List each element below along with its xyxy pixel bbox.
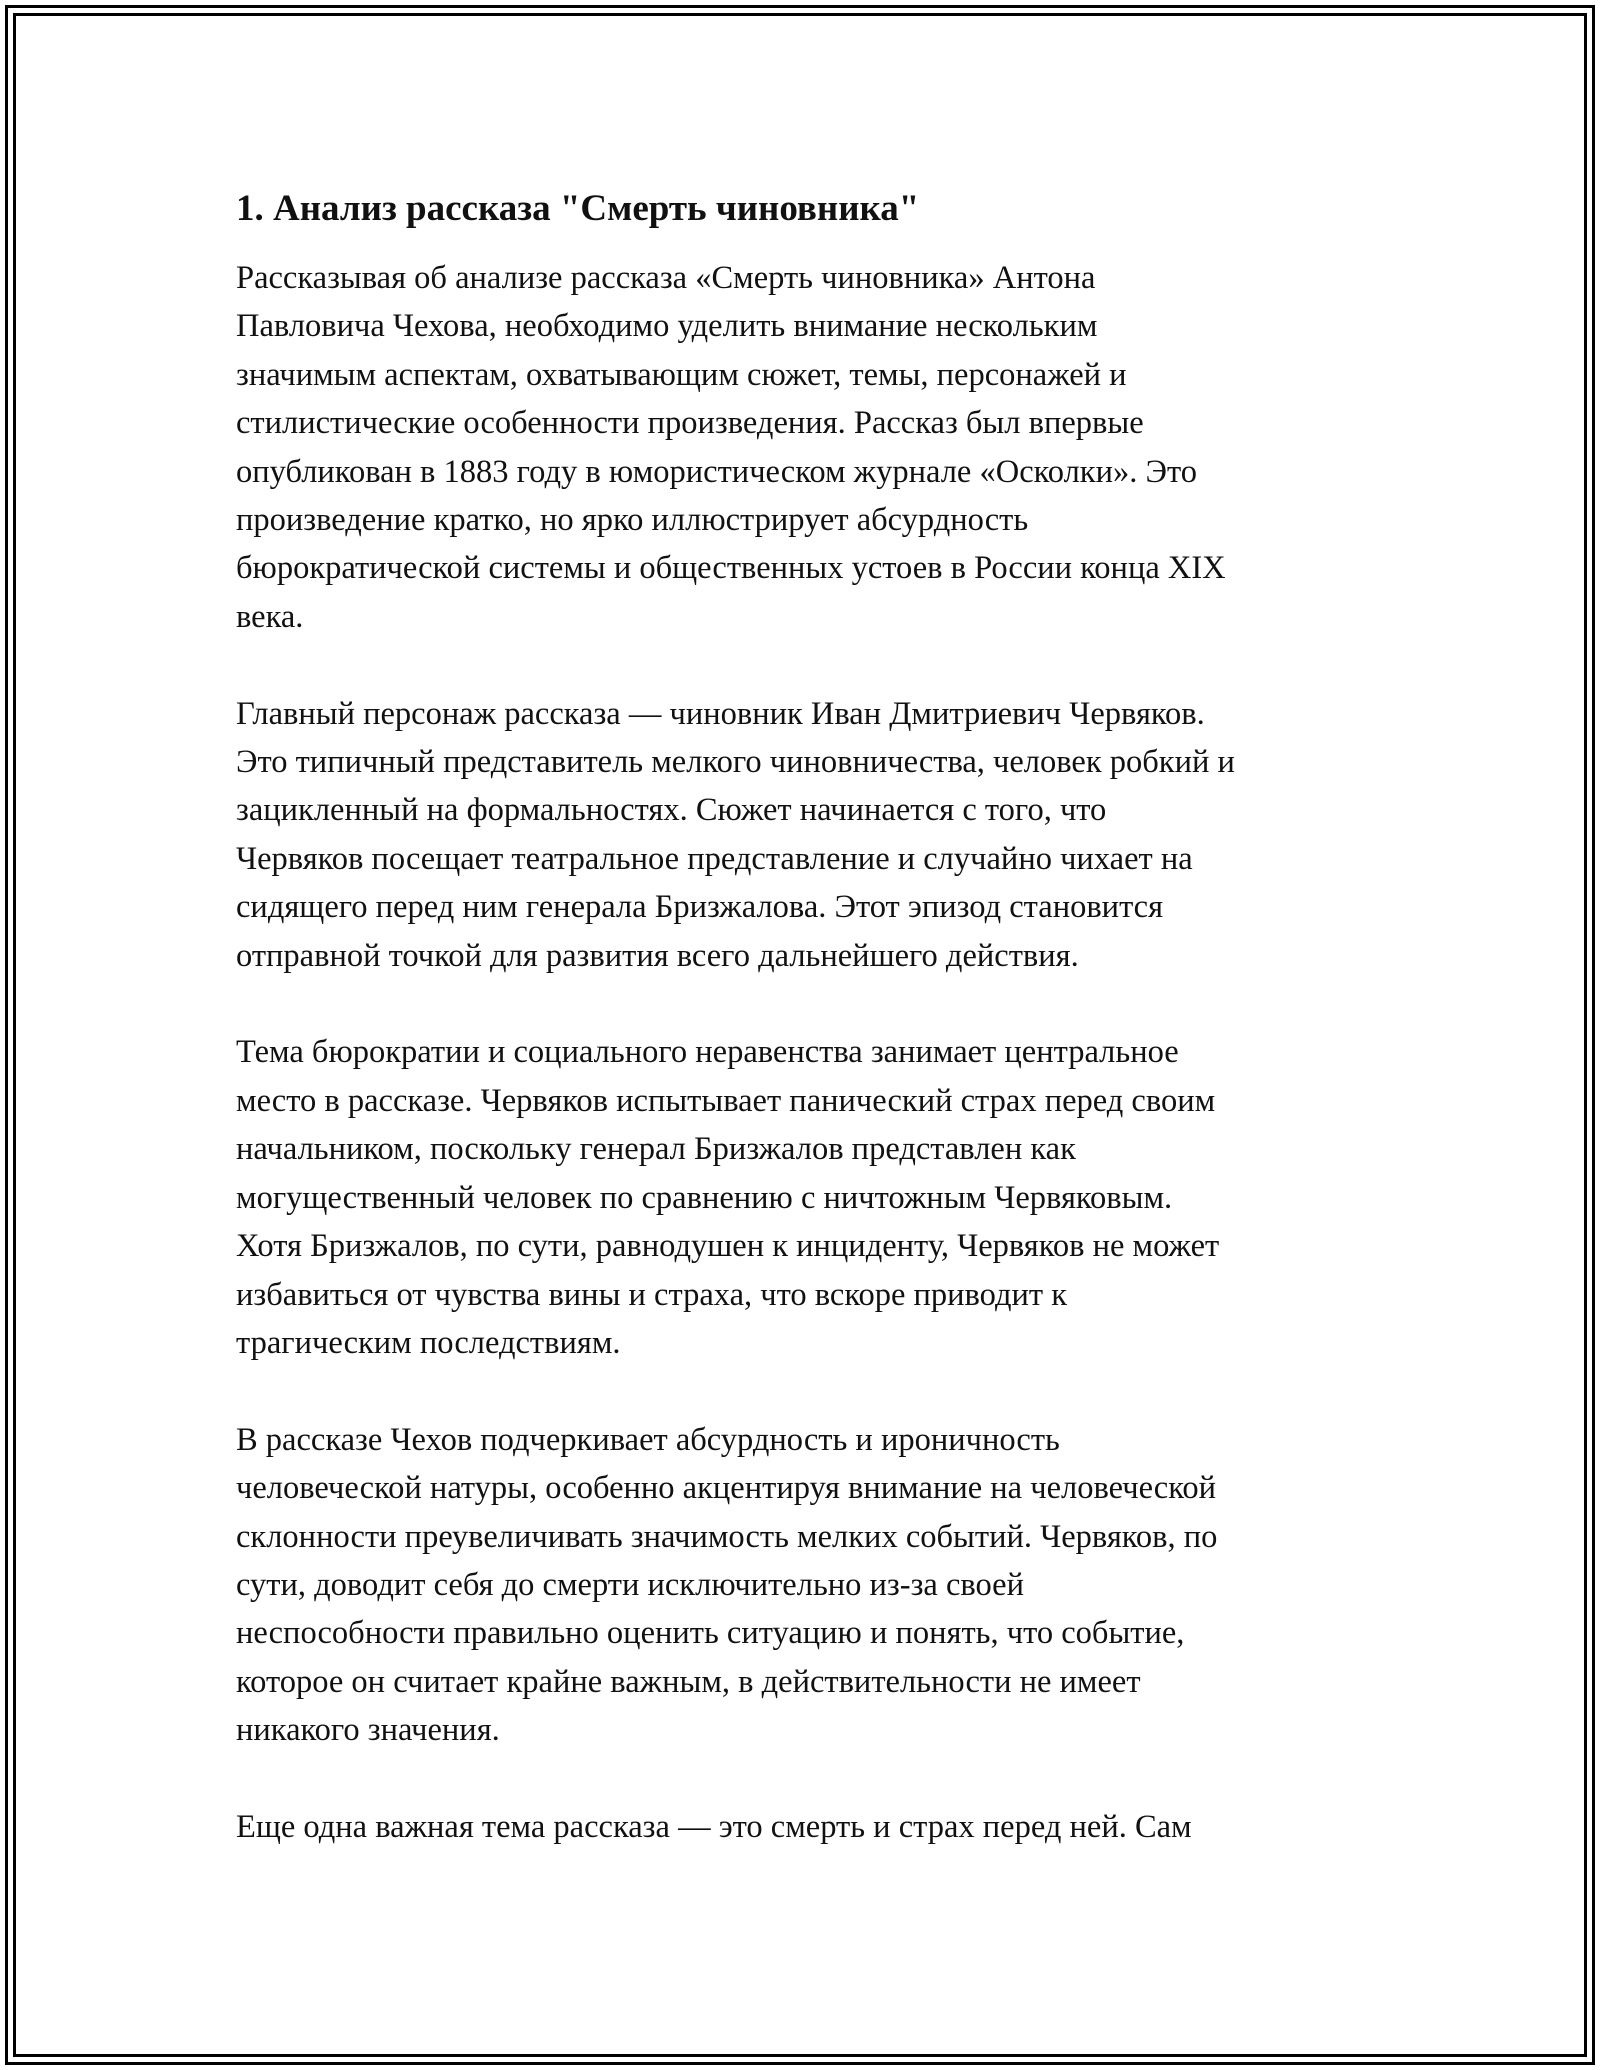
text-line: В рассказе Чехов подчеркивает абсурдность и ироничность: [236, 1421, 1060, 1458]
text-line: избавиться от чувства вины и страха, что вскоре приводит к: [236, 1276, 1068, 1313]
text-line: бюрократической системы и общественных устоев в России конца XIX: [236, 550, 1226, 587]
text-line: могущественный человек по сравнению с ничтожным Червяковым.: [236, 1179, 1173, 1216]
text-line: неспособности правильно оценить ситуацию и понять, что событие,: [236, 1615, 1185, 1652]
document-body: [236, 185, 1386, 1900]
text-line: опубликован в 1883 году в юмористическом журнале «Осколки». Это: [236, 453, 1197, 490]
text-line: века.: [236, 598, 304, 635]
text-line: произведение кратко, но ярко иллюстрирует абсурдность: [236, 502, 1029, 539]
text-line: Еще одна важная тема рассказа — это смерть и страх перед ней. Сам: [236, 1808, 1192, 1845]
text-line: начальником, поскольку генерал Бризжалов представлен как: [236, 1131, 1076, 1168]
text-line: стилистические особенности произведения. Рассказ был впервые: [236, 405, 1144, 442]
text-line: Червяков посещает театральное представление и случайно чихает на: [236, 840, 1193, 877]
paragraph-4: [236, 1416, 1386, 1755]
text-line: сути, доводит себя до смерти исключительно из-за своей: [236, 1566, 1024, 1603]
text-line: Главный персонаж рассказа — чиновник Иван Дмитриевич Червяков.: [236, 695, 1205, 732]
text-line: Хотя Бризжалов, по сути, равнодушен к инциденту, Червяков не может: [236, 1228, 1220, 1265]
text-line: отправной точкой для развития всего дальнейшего действия.: [236, 937, 1079, 974]
paragraph-3: [236, 1028, 1386, 1367]
text-line: трагическим последствиям.: [236, 1324, 621, 1361]
text-line: место в рассказе. Червяков испытывает панический страх перед своим: [236, 1082, 1216, 1119]
text-line: Это типичный представитель мелкого чиновничества, человек робкий и: [236, 744, 1235, 781]
text-line: сидящего перед ним генерала Бризжалова. Этот эпизод становится: [236, 889, 1164, 926]
paragraph-5: [236, 1803, 1386, 1851]
text-line: значимым аспектам, охватывающим сюжет, темы, персонажей и: [236, 356, 1127, 393]
text-line: Тема бюрократии и социального неравенства занимает центральное: [236, 1034, 1179, 1071]
text-line: склонности преувеличивать значимость мелких событий. Червяков, по: [236, 1518, 1218, 1555]
text-line: зацикленный на формальностях. Сюжет начинается с того, что: [236, 792, 1107, 829]
paragraph-2: [236, 690, 1386, 980]
page-title: 1. Анализ рассказа "Смерть чиновника": [236, 188, 920, 229]
text-line: Павловича Чехова, необходимо уделить внимание нескольким: [236, 308, 1098, 345]
text-line: которое он считает крайне важным, в действительности не имеет: [236, 1663, 1141, 1700]
paragraph-1: [236, 254, 1386, 641]
text-line: Рассказывая об анализе рассказа «Смерть чиновника» Антона: [236, 260, 1096, 296]
text-line: никакого значения.: [236, 1712, 500, 1749]
text-line: человеческой натуры, особенно акцентируя внимание на человеческой: [236, 1470, 1217, 1507]
